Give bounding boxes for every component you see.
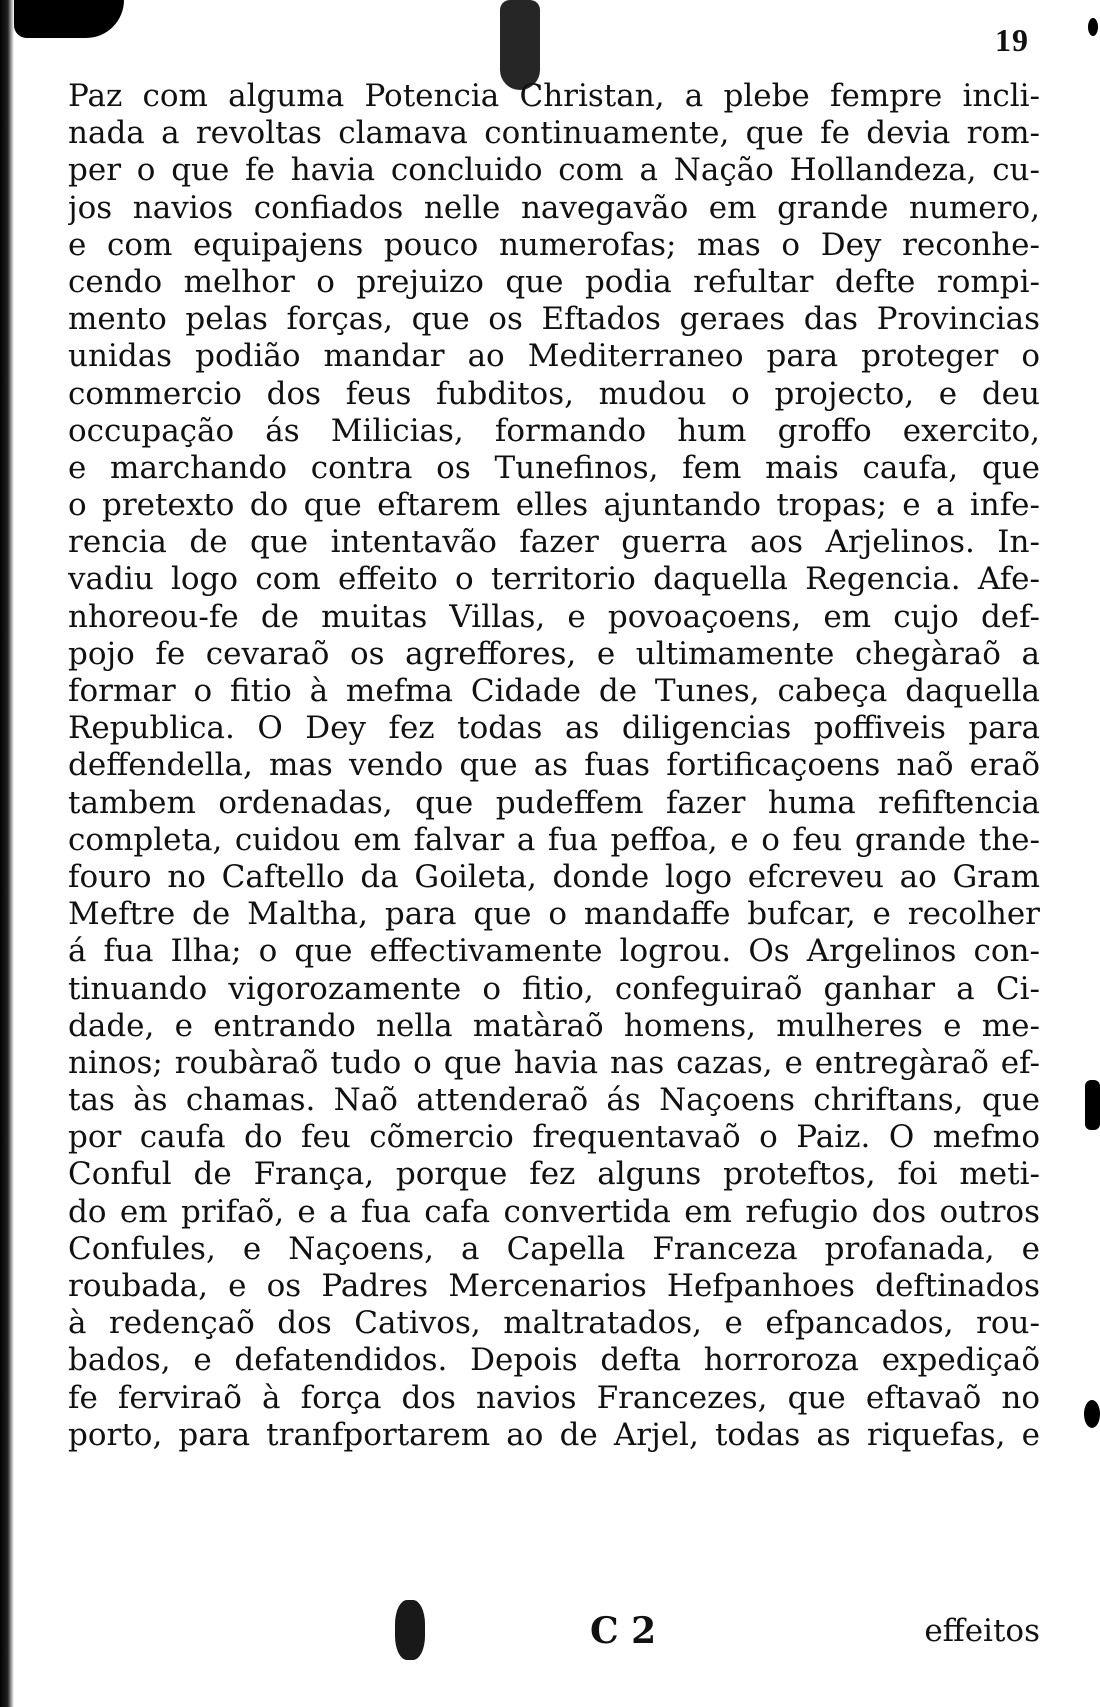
text-line: unidas podião mandar ao Mediterraneo para proteger o (68, 338, 1040, 375)
text-line: à redençaõ dos Cativos, maltratados, e efpancados, rou- (68, 1305, 1040, 1342)
text-line: deffendella, mas vendo que as fuas fortificaçoens naõ eraõ (68, 747, 1040, 784)
text-line: bados, e defatendidos. Depois defta horroroza expediçaõ (68, 1342, 1040, 1379)
page-edge-shadow (0, 0, 14, 1707)
text-line: porto, para tranfportarem ao de Arjel, todas as riquefas, e (68, 1416, 1040, 1453)
text-line: e marchando contra os Tunefinos, fem mais caufa, que (68, 449, 1040, 486)
text-line: commercio dos feus fubditos, mudou o projecto, e deu (68, 375, 1040, 412)
text-line: Paz com alguma Potencia Christan, a plebe fempre incli- (68, 78, 1040, 114)
text-line: cendo melhor o prejuizo que podia refultar defte rompi- (68, 263, 1040, 300)
text-line: roubada, e os Padres Mercenarios Hefpanhoes deftinados (68, 1268, 1040, 1304)
ink-smudge-bottom (395, 1600, 425, 1660)
text-line: Confules, e Naçoens, a Capella Franceza profanada, e (68, 1230, 1040, 1267)
ink-blot-top-left (14, 0, 124, 38)
text-line: do em prifaõ, e a fua cafa convertida em refugio dos outros (68, 1193, 1040, 1230)
text-line: jos navios confiados nelle navegavão em grande numero, (68, 189, 1040, 226)
text-line: e com equipajens pouco numerofas; mas o Dey reconhe- (68, 226, 1040, 263)
text-line: á fua Ilha; o que effectivamente logrou. Os Argelinos con- (68, 933, 1040, 970)
text-line: fouro no Caftello da Goileta, donde logo efcreveu ao Gram (68, 858, 1040, 895)
text-line: Meftre de Maltha, para que o mandaffe bufcar, e recolher (68, 896, 1040, 933)
text-line: Conful de França, porque fez alguns proteftos, foi meti- (68, 1156, 1040, 1193)
text-line: nhoreou-fe de muitas Villas, e povoaçoens, em cujo def- (68, 598, 1040, 635)
text-line: rencia de que intentavão fazer guerra aos Arjelinos. In- (68, 524, 1040, 561)
ink-blot-top-center (500, 0, 540, 90)
text-line: Republica. O Dey fez todas as diligencias poffiveis para (68, 710, 1040, 747)
signature-mark: C 2 (590, 1610, 657, 1652)
text-line: dade, e entrando nella matàraõ homens, mulheres e me- (68, 1007, 1040, 1044)
body-text (68, 78, 1040, 1454)
text-line: mento pelas forças, que os Eftados geraes das Provincias (68, 301, 1040, 338)
catchword: effeitos (924, 1613, 1040, 1649)
page-number: 19 (995, 22, 1029, 58)
text-line: o pretexto do que eftarem elles ajuntando tropas; e a infe- (68, 487, 1040, 524)
text-line: ninos; roubàraõ tudo o que havia nas cazas, e entregàraõ ef- (68, 1044, 1040, 1081)
text-line: nada a revoltas clamava continuamente, que fe devia rom- (68, 115, 1040, 152)
ink-mark-right (1085, 1080, 1100, 1130)
text-line: vadiu logo com effeito o territorio daquella Regencia. Afe- (68, 561, 1040, 598)
text-line: tambem ordenadas, que pudeffem fazer huma refiftencia (68, 784, 1040, 821)
text-line: occupação ás Milicias, formando hum groffo exercito, (68, 412, 1040, 449)
text-line: tas às chamas. Naõ attenderaõ ás Naçoens chriftans, que (68, 1082, 1040, 1119)
text-line: per o que fe havia concluido com a Nação Hollandeza, cu- (68, 152, 1040, 189)
ink-dot-top-right (1088, 18, 1098, 36)
text-line: tinuando vigorozamente o fitio, confeguiraõ ganhar a Ci- (68, 970, 1040, 1007)
ink-mark-right-lower (1084, 1400, 1100, 1428)
text-line: por caufa do feu cõmercio frequentavaõ o Paiz. O mefmo (68, 1119, 1040, 1156)
text-line: fe ferviraõ à força dos navios Francezes, que eftavaõ no (68, 1379, 1040, 1416)
text-line: completa, cuidou em falvar a fua peffoa, e o feu grande the- (68, 821, 1040, 858)
text-line: pojo fe cevaraõ os agreffores, e ultimamente chegàraõ a (68, 635, 1040, 672)
text-line: formar o fitio à mefma Cidade de Tunes, cabeça daquella (68, 673, 1040, 709)
